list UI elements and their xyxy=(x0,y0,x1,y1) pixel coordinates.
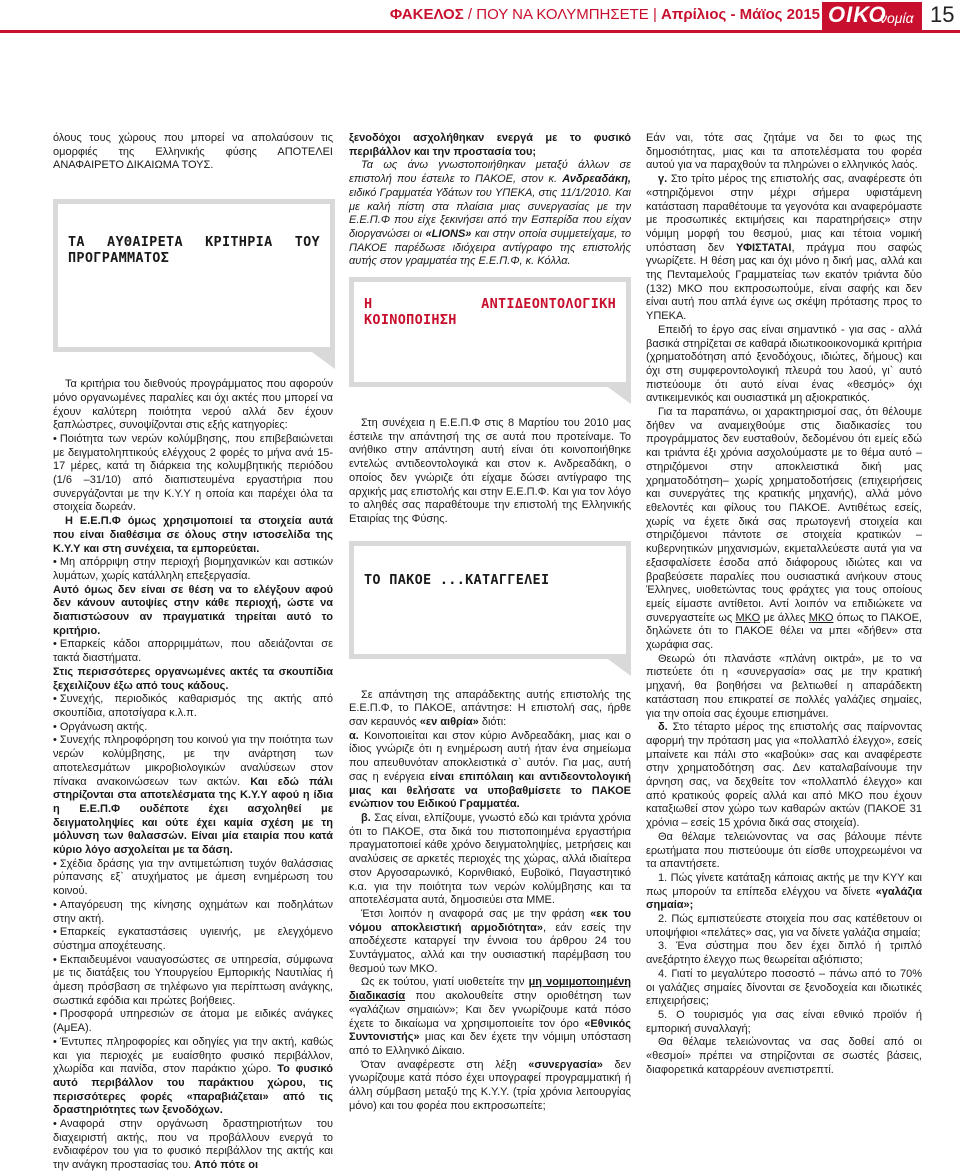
paragraph xyxy=(349,976,631,1058)
magazine-logo xyxy=(822,2,922,32)
item-label: γ. xyxy=(658,173,668,186)
text: Σε απάντηση της απαράδεκτης αυτής επιστολής της Ε.Ε.Π.Φ, το ΠΑΚΟΕ, απάντησε: Η επιστολή σας, ήρθε σαν κεραυνός xyxy=(349,688,631,729)
text: Όταν αναφέρεστε στη λέξη xyxy=(361,1058,517,1071)
page-number: 15 xyxy=(930,2,955,27)
bullet-item: • Ποιότητα των νερών κολύμβησης, που επιβεβαιώνεται με δειγματοληπτικούς ελέγχους 2 φορές το μήνα ανά 15-17 μέρες, κατά τη διάρκεια της κολυμβητικής περιόδου (1/6 –31/10) από διαπιστευμένα εργαστήρια που συνεργάζονται με την Κ.Υ.Υ η οποία και παρέχει όλα τα στοιχεία δωρεάν. xyxy=(53,433,333,515)
item-label: δ. xyxy=(658,721,668,734)
bold-text: «συνεργασία» xyxy=(528,1058,603,1071)
bullet-item: • Απαγόρευση της κίνησης οχημάτων και ποδηλάτων στην ακτή. xyxy=(53,899,333,926)
text: δεν γνωρίζουμε κατά πόσο έχει υπογραφεί προγραμματική ή άλλη σύμβαση μεταξύ της Κ.Υ.Υ. (τρία χρόνια λειτουργίας μόνο) και του φορέα που εκπροσωπείτε; xyxy=(349,1058,631,1112)
text: μιας και δεν έχετε την νόμιμη υπόσταση από το Ελληνικό Δίκαιο. xyxy=(349,1031,631,1057)
bullet-item xyxy=(53,734,333,857)
question-item: 4. Γιατί το μεγαλύτερο ποσοστό – πάνω από το 70% οι γαλάζιες σημαίες δίνονται σε ξενοδοχεία και ιδιωτικές επιχειρήσεις; xyxy=(646,967,922,1008)
column-3 xyxy=(646,132,922,1078)
bold-text: είναι επιπόλαιη και αντιδεοντολογική μιας και θελήσατε να υποβαθμίσετε το ΠΑΚΟΕ ενώπιον του Ειδικού Γραμματέα. xyxy=(349,770,631,811)
item-label: β. xyxy=(361,811,371,824)
text: Στο τρίτο μέρος της επιστολής σας, αναφέρεστε ότι «στηριζόμενοι στην μέχρι σήμερα υφιστάμενη κατάσταση παραθέτουμε τα γεγονότα και αναφερόμαστε με προσωπικές εκτιμήσεις και παρατηρήσεις» στην νόμιμη μορφή του θεσμού, μιας και τέτοια νομική υπόσταση δεν xyxy=(646,173,922,254)
paragraph xyxy=(349,908,631,977)
logo-text: ΟΙΚΟ xyxy=(828,2,887,27)
text: όπως το ΠΑΚΟΕ, δηλώνετε ότι το ΠΑΚΟΕ θέλει να μπει «δήθεν» στα χωράφια σας. xyxy=(646,611,922,652)
bold-text: «γαλάζια σημαία»; xyxy=(646,885,923,912)
paragraph xyxy=(349,812,631,908)
bold-text: Ανδρεαδάκη, xyxy=(562,173,631,186)
bullet-item: • Προσφορά υπηρεσιών σε άτομα με ειδικές ανάγκες (ΑμΕΑ). xyxy=(53,1008,333,1035)
text: Σας είναι, ελπίζουμε, γνωστό εδώ και τριάντα χρόνια ότι το ΠΑΚΟΕ, στα δικά του πιστοποιημένα εργαστήρια πραγματοποιεί κάθε χρόνο δειγματοληψίες, μετρήσεις και αναλύσεις σε αρκετές περιοχές της χώρας, αλλά ιδιαίτερα στον Αργοσαρωνικό, Κορινθιακό, Ευβοϊκό, Παγαστητικό κ.α. για την ποιότητα των νερών κολύμβησης και τα αποτελέσματα αυτά, δημοσιεύει στα ΜΜΕ. xyxy=(349,811,632,907)
bold-text: Αυτό όμως δεν είναι σε θέση να το ελέγξουν αφού δεν κάνουν αυτοψίες στην κάθε περιοχή, ώστε να διαπιστώσουν αν πραγματικά τηρείται αυτό το κριτήριο. xyxy=(53,583,333,637)
header-section: ΦΑΚΕΛΟΣ xyxy=(389,6,464,23)
bold-text: Στις περισσότερες οργανωμένες ακτές τα σκουπίδια ξεχειλίζουν έξω από τους κάδους. xyxy=(53,665,333,692)
page-header xyxy=(0,0,960,30)
logo-subtext: νομία xyxy=(880,10,914,26)
paragraph xyxy=(349,159,631,269)
bullet-item: • Οργάνωση ακτής. xyxy=(53,721,333,735)
item-label: α. xyxy=(349,729,359,742)
text: Κοινοποιείται και στον κύριο Ανδρεαδάκη, μιας και ο ίδιος γνώριζε ότι η ενημέρωση αυτή ήταν ένα σημείωμα που απευθυνόταν αποκλειστικά σ` αυτόν. Για μας, αυτή σας η ενέργεια xyxy=(349,729,631,783)
bullet-item: • Εκπαιδευμένοι ναυαγοσώστες σε υπηρεσία, σύμφωνα με τις διατάξεις του Υπουργείου Εμπορικής Ναυτιλίας ή άμεση πρόσβαση σε τηλέφωνο για περίπτωση ανάγκης, σωστικά εφόδια και πρώτες βοήθειες. xyxy=(53,954,333,1009)
bold-text: ξενοδόχοι ασχολήθηκαν ενεργά με το φυσικό περιβάλλον και την προστασία του; xyxy=(349,132,631,158)
bullet-item: • Επαρκείς κάδοι απορριμμάτων, που αδειάζονται σε τακτά διαστήματα. xyxy=(53,638,333,665)
paragraph: Επειδή το έργο σας είναι σημαντικό - για σας - αλλά βασικά στηρίζεται σε καθαρά ιδιωτικοοικονομικά κριτήρια (χρηματοδότηση από ξενοδόχους, ιδιώτες, δήμους) και όχι στη συμφεροντολογική πλευρά του λαού, γι` αυτό πιστεύουμε ότι αυτό είναι ένας «θεσμός» όχι αντικειμενικός και ουσιαστικά μη αξιοκρατικός. xyxy=(646,323,922,405)
bold-text: «LIONS» xyxy=(425,227,472,240)
underlined-text: μη νομιμοποιημένη διαδικασία xyxy=(349,976,631,1003)
text: Έντυπες πληροφορίες και οδηγίες για την ακτή, καθώς και για περιοχές με ευαίσθητο φυσικό περιβάλλον, χλωρίδα και πανίδα, στον παράκτιο χώρο. xyxy=(53,1035,333,1076)
paragraph xyxy=(349,730,631,812)
paragraph xyxy=(349,132,631,159)
section-heading-bubble xyxy=(349,277,631,387)
text: Στο τέταρτο μέρος της επιστολής σας παίρνοντας αφορμή την πρόταση μας για «πολλαπλό έλεγχο», εσείς μπαίνετε και πάλι στο «καβούκι» σας και αναφέρεστε στην χρηματοδότηση σας. Δεν καταλαβαίνουμε την άρνηση σας, να δεχθείτε τον «πολλαπλό έλεγχο» και από κρατικούς φορείς αλλά και από ΜΚΟ που έχουν καταξιωθεί στον χώρο των καθαρών ακτών (ΠΑΚΟΕ 31 χρόνια – εσείς 15 χρόνια δικά σας στοιχεία). xyxy=(646,721,923,830)
bold-text: ΥΦΙΣΤΑΤΑΙ xyxy=(736,241,792,254)
bullet-item: • Μη απόρριψη στην περιοχή βιομηχανικών και αστικών λυμάτων, χωρίς κατάλληλη επεξεργασία. xyxy=(53,556,333,583)
bold-text: Και εδώ πάλι στηρίζονται στα αποτελέσματα της Κ.Υ.Υ αφού η ίδια η Ε.Ε.Π.Φ ουδέποτε έχει ασχοληθεί με δειγματοληψίες και ούτε έχει καμία σχέση με τη μόλυνση των θαλασσών. Είναι μία εταιρία που κατά κύριο λόγο ασχολείται με τα δάση. xyxy=(53,775,333,857)
text: ειδικό Γραμματέα Υδάτων του ΥΠΕΚΑ, στις 11/1/2010. Και με καλή πίστη στα πλαίσια μιας συνεργασίας με την Ε.Ε.Π.Φ που είχε ξεκινήσει από την Εσπερίδα που είχαν διοργανώσει οι xyxy=(349,186,631,240)
column-2 xyxy=(349,132,631,1113)
question-item: 3. Ένα σύστημα που δεν έχει διπλό ή τριπλό ανεξάρτητο έλεγχο πως θεωρείται αξιόπιστο; xyxy=(646,940,922,967)
header-topic: ΠΟΥ ΝΑ ΚΟΛΥΜΠΗΣΕΤΕ xyxy=(476,6,649,23)
paragraph xyxy=(646,721,922,831)
bullet-item: • Συνεχής, περιοδικός καθαρισμός της ακτής από σκουπίδια, αποτσίγαρα κ.λ.π. xyxy=(53,693,333,720)
bold-text: Η Ε.Ε.Π.Φ όμως χρησιμοποιεί τα στοιχεία αυτά που είναι διαθέσιμα σε όλους στην ιστοσελίδα της Κ.Υ.Υ και στη συνέχεια, τα εμπορεύεται. xyxy=(53,515,333,555)
paragraph: Εάν ναι, τότε σας ζητάμε να δει το φως της δημοσιότητας, μιας και τα αποτελέσματα του φορέα αυτού για να παραχθούν τα πληρώνει ο ελληνικός λαός. xyxy=(646,132,922,172)
paragraph xyxy=(646,173,922,324)
header-separator: / xyxy=(463,6,477,23)
paragraph xyxy=(646,406,922,653)
paragraph xyxy=(53,666,333,693)
bold-text: «Εθνικός Συντονιστής» xyxy=(349,1017,631,1044)
header-separator: | xyxy=(648,6,662,23)
bullet-item xyxy=(53,1036,333,1118)
header-date: Απρίλιος - Μάϊος 2015 xyxy=(661,6,820,23)
text: που ακολουθείτε στην οριοθέτηση των «γαλάζιων σημαιών»; Και δεν γνωρίζουμε κατά πόσο έχετε το δικαίωμα να χρησιμοποιείτε τον όρο xyxy=(349,990,631,1030)
text: και στην οποία συμμετείχαμε, το ΠΑΚΟΕ παρέδωσε ιδιόχειρα αντίγραφο της επιστολής αυτής στον γραμματέα της Ε.Ε.Π.Φ, κ. Κόλλα. xyxy=(349,227,632,268)
paragraph: Θα θέλαμε τελειώνοντας να σας δοθεί από οι «θεσμοί» πρέπει να στηρίζονται σε σωστές βάσεις, διαφορετικά καταρρέουν ανεπιστρεπτί. xyxy=(646,1036,922,1076)
section-heading: ΤΑ ΑΥΘΑΙΡΕΤΑ ΚΡΙΤΗΡΙΑ ΤΟΥ ΠΡΟΓΡΑΜΜΑΤΟΣ xyxy=(68,234,320,267)
paragraph xyxy=(349,689,631,730)
paragraph: Θα θέλαμε τελειώνοντας να σας βάλουμε πέντε ερωτήματα που πιστεύουμε ότι είσθε υποχρεωμένοι να τα απαντήσετε. xyxy=(646,830,922,871)
paragraph: Στη συνέχεια η Ε.Ε.Π.Φ στις 8 Μαρτίου του 2010 μας έστειλε την απάντησή της σε αυτά που προτείναμε. Το ανήθικο στην απάντηση αυτή είναι ότι κοινοποιήθηκε εντελώς αντιδεοντολογικά και στον κ. Ανδρεαδάκη, ο οποίος δεν γνώριζε ότι είχαμε δώσει αντίγραφο της αρχικής μας επιστολής και στην Ε.Ε.Π.Φ. Και για τον λόγο το αληθές σας παραθέτουμε την επιστολή της Ελληνικής Εταιρίας της Φύσης. xyxy=(349,417,631,525)
text: Για τα παραπάνω, οι χαρακτηρισμοί σας, ότι θέλουμε δήθεν να αναμειχθούμε στις διαδικασίες του προγράμματος δεν ευσταθούν, δεδομένου ότι εμείς εδώ και τριάντα έξι χρόνια ασχολούμαστε με το θέμα αυτό –στηριζόμενοι στην αποκλειστικά δική μας χρηματοδότηση– χωρίς χρηματοδοτήσεις (επιχειρήσεις και συνεργάτες της κρατικής μηχανής), αλλά μόνο εθελοντές και φίλους του ΠΑΚΟΕ. Αντιθέτως εσείς, χωρίς να έχετε δικά σας πρωτογενή στοιχεία και στηριζόμενοι πάντοτε σε στοιχεία κρατικών – κυβερνητικών μηχανισμών, εκμεταλλεύεστε αυτά για να εξασφαλίσετε έσοδα από διάφορους ιδιώτες και να βραβεύσετε παραλίες που ουσιαστικά ανήκουν στους Έλληνες, υιοθετώντας τους φράχτες για τους οποίους εμείς είμαστε αντίθετοι. Αντί λοιπόν να επιδιώκετε να συνεργαστείτε ως xyxy=(646,406,922,624)
text: με άλλες xyxy=(763,611,806,624)
text: Ως εκ τούτου, γιατί υιοθετείτε την xyxy=(361,976,525,989)
underlined-text: ΜΚΟ xyxy=(735,611,761,624)
question-item: 5. Ο τουρισμός για σας είναι εθνικό προϊόν ή εμπορική συναλλαγή; xyxy=(646,1009,922,1035)
text: 1. Πώς γίνετε κατάταξη κάποιας ακτής με την ΚΥΥ και πως μπορούν τα επίπεδα ελέγχου να δίνετε xyxy=(646,871,922,898)
text: Έτσι λοιπόν η αναφορά σας με την φράση xyxy=(361,907,585,920)
section-heading-bubble xyxy=(53,199,335,352)
paragraph xyxy=(53,515,333,556)
bullet-item: • Σχέδια δράσης για την αντιμετώπιση τυχόν θαλάσσιας ρύπανσης εξ` ατυχήματος με άμεση ενημέρωση του κοινού. xyxy=(53,858,333,899)
question-item: 2. Πώς εμπιστεύεστε στοιχεία που σας κατέθετουν οι υποψήφιοι «πελάτες» σας, για να δίνετε γαλάζια σημαία; xyxy=(646,913,922,939)
text: Συνεχής πληροφόρηση του κοινού για την ποιότητα των νερών κολύμβησης, με την ανάρτηση των αποτελεσμάτων μικροβιολογικών αναλύσεων στον πίνακα ανακοινώσεων των ακτών. xyxy=(53,734,333,788)
section-heading: Η ΑΝΤΙΔΕΟΝΤΟΛΟΓΙΚΗ ΚΟΙΝΟΠΟΙΗΣΗ xyxy=(364,296,616,329)
text: διότι: xyxy=(481,716,507,729)
paragraph: Τα κριτήρια του διεθνούς προγράμματος που αφορούν μόνο οργανωμένες παραλίες και όχι ακτές που μπορεί να έχουν καλύτερη ποιότητα νερού αλλά δεν έχουν ξαπλώστρες, συνοψίζονται στις εξής κατηγορίες: xyxy=(53,378,333,432)
bubble-tail xyxy=(305,347,335,369)
section-heading-bubble xyxy=(349,541,631,659)
text: Αναφορά στην οργάνωση δραστηριοτήτων του διαχειριστή ακτής, που να προβάλλουν ενεργά το ενδιαφέρον του για το φυσικό περιβάλλον της ακτής και την ανάγκη προστασίας του. xyxy=(53,1118,333,1172)
question-item xyxy=(646,872,922,913)
text: , πράγμα που σαφώς γνωρίζετε. Η θέση μας και όχι μόνο η δική μας, αλλά και της Πενταμελούς Γραμματείας των εκατόν τριάντα δύο (132) ΜΚΟ που εκπροσωπούμε, είναι σαφής και δεν είναι αυτή που απλά έγινε ως σκέψη πρότασης προς το ΥΠΕΚΑ. xyxy=(646,241,922,323)
underlined-text: ΜΚΟ xyxy=(808,611,834,624)
bold-text: Από πότε οι xyxy=(194,1159,259,1172)
section-heading: ΤΟ ΠΑΚΟΕ ...ΚΑΤΑΓΓΕΛΕΙ xyxy=(364,571,550,588)
bold-text: «εκ του νόμου αποκλειστική αρμοδιότητα» xyxy=(349,907,631,934)
paragraph xyxy=(53,584,333,639)
bullet-item: • Επαρκείς εγκαταστάσεις υγιεινής, με ελεγχόμενο σύστημα αποχέτευσης. xyxy=(53,926,333,953)
paragraph xyxy=(349,1059,631,1114)
bold-text: Το φυσικό αυτό περιβάλλον του παράκτιου χώρου, τις περισσότερες φορές «παραβιάζεται» από τις δραστηριότητες των ξενοδόχων. xyxy=(53,1063,333,1117)
header-title xyxy=(390,6,820,23)
bubble-tail xyxy=(601,654,631,676)
text: , εάν εσείς την αποδέχεστε καταργεί την έννοια του άρθρου 24 του Συντάγματος, αλλά και την ουσιαστική παρέμβαση του θεσμού των ΜΚΟ. xyxy=(349,921,632,975)
bubble-tail xyxy=(601,382,631,404)
bold-text: «εν αιθρία» xyxy=(419,716,479,729)
text: Τα ως άνω γνωστοποιήθηκαν μεταξύ άλλων σε επιστολή που έστειλε το ΠΑΚΟΕ, στον κ. xyxy=(349,159,631,186)
header-rule xyxy=(0,30,960,33)
intro-paragraph: όλους τους χώρους που μπορεί να απολαύσουν τις ομορφιές της Ελληνικής φύσης ΑΠΟΤΕΛΕΙ ΑΝΑΦΑΙΡΕΤΟ ΔΙΚΑΙΩΜΑ ΤΟΥΣ. xyxy=(53,132,333,172)
paragraph: Θεωρώ ότι πλανάστε «πλάνη οικτρά», με το να πιστεύετε ότι η «συνεργασία» σας με την κρατική μηχανή, θα βοηθήσει να βελτιωθεί η απαράδεκτη κατάσταση που επικρατεί σε πολλές γαλάζιες σημαίες, για την οποία σας έχουμε επισημάνει. xyxy=(646,652,922,720)
column-1 xyxy=(53,132,333,1173)
